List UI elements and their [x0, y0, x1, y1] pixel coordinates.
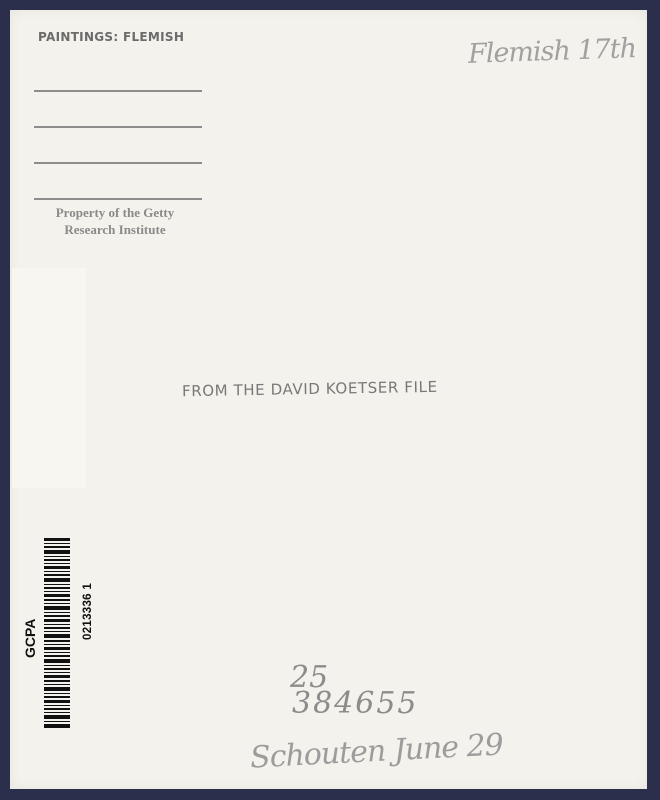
blank-rule-line: [34, 90, 202, 92]
blank-rule-line: [34, 198, 202, 200]
barcode-prefix: GCPA: [22, 618, 38, 658]
handwritten-number-2: 384655: [292, 686, 419, 721]
blank-rule-line: [34, 126, 202, 128]
property-stamp-line1: Property of the Getty: [55, 205, 175, 220]
source-stamp: FROM THE DAVID KOETSER FILE: [181, 377, 438, 401]
photo-card-back: [10, 10, 647, 789]
barcode-number: 0213336 1: [82, 582, 94, 640]
handwritten-classification: Flemish 17th: [467, 33, 637, 70]
handwritten-number-1: 25: [290, 660, 329, 695]
barcode-label: [12, 268, 94, 658]
blank-rule-line: [34, 162, 202, 164]
handwritten-annotation: Schouten June 29: [249, 727, 504, 776]
property-stamp: [40, 204, 190, 238]
category-stamp: PAINTINGS: FLEMISH: [38, 30, 185, 44]
barcode-bars: [44, 538, 70, 728]
property-stamp-line2: Research Institute: [64, 222, 166, 237]
